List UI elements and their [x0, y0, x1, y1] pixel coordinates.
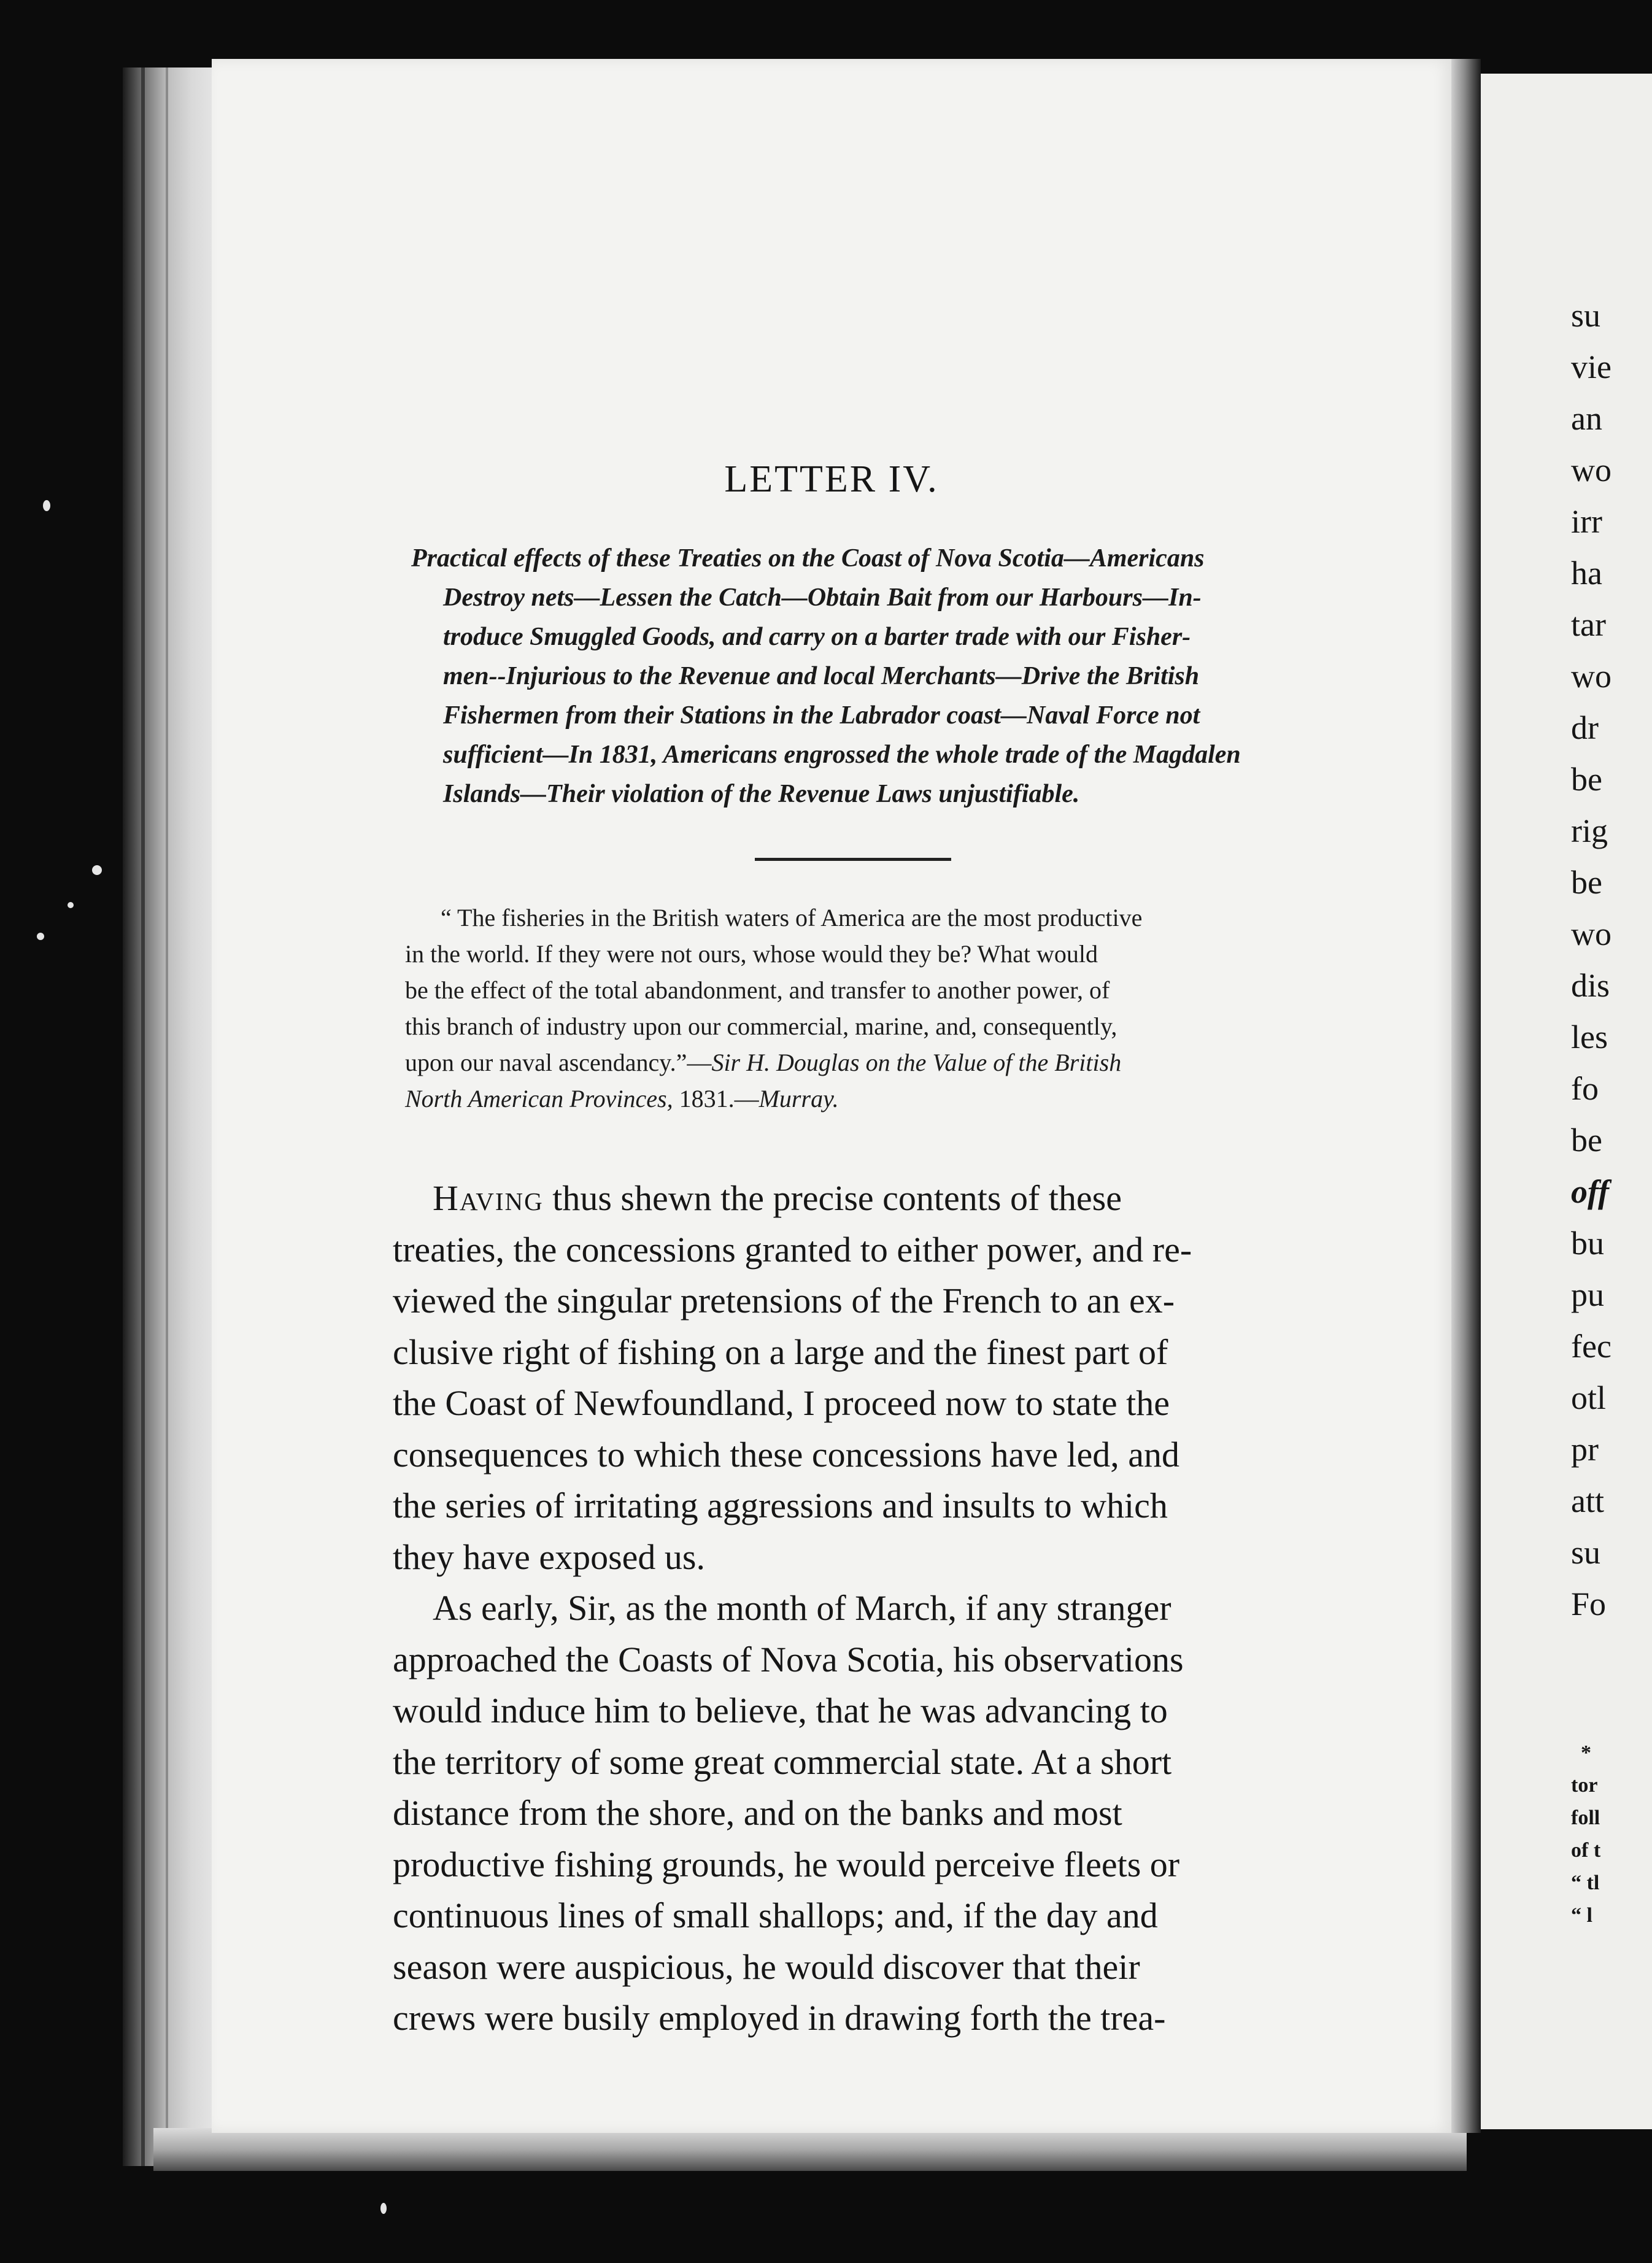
body-line: productive fishing grounds, he would perceive fleets or — [393, 1844, 1180, 1884]
left-page — [212, 59, 1451, 2133]
scan-speck — [92, 865, 102, 875]
summary-line: Islands—Their violation of the Revenue Laws unjustifiable. — [443, 780, 1080, 808]
summary-line: troduce Smuggled Goods, and carry on a barter trade with our Fisher- — [443, 623, 1191, 651]
body-line: season were auspicious, he would discover that their — [393, 1946, 1140, 1987]
fragment: ha — [1571, 555, 1602, 592]
epigraph-year: 1831.— — [673, 1085, 759, 1112]
fragment: tar — [1571, 606, 1606, 643]
right-page-footnote-fragments — [1571, 1737, 1600, 1932]
epigraph-line: this branch of industry upon our commercial, marine, and, consequently, — [405, 1012, 1117, 1040]
fragment: su — [1571, 297, 1601, 334]
body-line: would induce him to believe, that he was advancing to — [393, 1691, 1168, 1730]
fragment: pr — [1571, 1431, 1599, 1468]
footnote-fragment: tor — [1571, 1774, 1598, 1797]
body-line: the Coast of Newfoundland, I proceed now to state the — [393, 1383, 1170, 1423]
epigraph-line: “ The fisheries in the British waters of America are the most productive — [441, 904, 1143, 931]
letter-title: LETTER IV. — [724, 458, 939, 500]
summary-line: men--Injurious to the Revenue and local Merchants—Drive the British — [443, 662, 1200, 690]
fragment: be — [1571, 864, 1602, 901]
fragment: fec — [1571, 1328, 1611, 1365]
fragment: be — [1571, 1122, 1602, 1158]
fragment: att — [1571, 1482, 1604, 1519]
summary-line: sufficient—In 1831, Americans engrossed the whole trade of the Magdalen — [443, 741, 1241, 769]
epigraph-line-text: upon our naval ascendancy.”— — [405, 1049, 712, 1076]
book-spine-edge — [123, 67, 221, 2166]
right-page-text-fragments — [1571, 290, 1611, 1630]
fragment: pu — [1571, 1276, 1604, 1313]
summary-line: Practical effects of these Treaties on the Coast of Nova Scotia—Americans — [411, 544, 1205, 572]
epigraph-line: in the world. If they were not ours, whose would they be? What would — [405, 940, 1098, 968]
body-line: they have exposed us. — [393, 1536, 705, 1577]
epigraph-line: be the effect of the total abandonment, and transfer to another power, of — [405, 976, 1110, 1004]
body-line: approached the Coasts of Nova Scotia, his observations — [393, 1639, 1184, 1679]
page-gutter — [1451, 59, 1481, 2133]
scan-speck — [380, 2203, 387, 2214]
body-line: the territory of some great commercial state. At a short — [393, 1741, 1172, 1782]
scan-speck — [37, 933, 44, 940]
fragment: wo — [1571, 916, 1611, 952]
fragment: rig — [1571, 812, 1608, 849]
chapter-summary — [411, 539, 1571, 814]
body-line-text: thus shewn the precise contents of these — [543, 1178, 1122, 1218]
right-page-edge — [1481, 74, 1652, 2129]
body-line: clusive right of fishing on a large and the finest part of — [393, 1332, 1168, 1372]
fragment: su — [1571, 1534, 1601, 1571]
epigraph — [405, 900, 1571, 1117]
footnote-fragment: * — [1581, 1741, 1591, 1764]
body-text — [393, 1173, 1571, 2044]
footnote-fragment: “ tl — [1571, 1872, 1600, 1894]
drop-word: Having — [433, 1178, 544, 1218]
fragment: irr — [1571, 503, 1602, 540]
page-bottom-edge — [153, 2128, 1467, 2171]
epigraph-line — [405, 1044, 1571, 1081]
fragment: be — [1571, 761, 1602, 798]
scan-speck — [43, 500, 50, 511]
fragment: dr — [1571, 709, 1599, 746]
fragment: wo — [1571, 452, 1611, 488]
body-line: the series of irritating aggressions and insults to which — [393, 1486, 1168, 1525]
section-divider — [755, 858, 951, 861]
scan-speck — [68, 902, 74, 908]
body-line: crews were busily employed in drawing forth the trea- — [393, 1998, 1166, 2038]
fragment: wo — [1571, 658, 1611, 695]
body-line: continuous lines of small shallops; and, if the day and — [393, 1895, 1158, 1935]
summary-line: Fishermen from their Stations in the Labrador coast—Naval Force not — [443, 701, 1200, 730]
fragment: bu — [1571, 1225, 1604, 1262]
body-line: As early, Sir, as the month of March, if any stranger — [433, 1588, 1171, 1628]
fragment: fo — [1571, 1070, 1599, 1107]
summary-line: Destroy nets—Lessen the Catch—Obtain Bait from our Harbours—In- — [443, 584, 1202, 612]
footnote-fragment: “ l — [1571, 1904, 1592, 1927]
footnote-fragment: of t — [1571, 1839, 1601, 1862]
body-line: viewed the singular pretensions of the French to an ex- — [393, 1281, 1175, 1320]
fragment: off — [1571, 1173, 1609, 1210]
body-line: consequences to which these concessions have led, and — [393, 1434, 1180, 1475]
epigraph-publisher: Murray. — [758, 1085, 839, 1112]
body-line: distance from the shore, and on the banks and most — [393, 1793, 1122, 1833]
epigraph-line — [405, 1081, 1571, 1117]
fragment: dis — [1571, 967, 1610, 1004]
body-line: treaties, the concessions granted to either power, and re- — [393, 1229, 1192, 1270]
fragment: Fo — [1571, 1586, 1607, 1622]
footnote-fragment: foll — [1571, 1806, 1600, 1829]
epigraph-attribution-cont: North American Provinces, — [405, 1085, 673, 1112]
fragment: les — [1571, 1019, 1608, 1055]
body-line — [433, 1173, 1571, 1224]
fragment: an — [1571, 400, 1602, 437]
epigraph-attribution: Sir H. Douglas on the Value of the British — [711, 1049, 1122, 1076]
fragment: vie — [1571, 349, 1611, 385]
fragment: otl — [1571, 1379, 1607, 1416]
